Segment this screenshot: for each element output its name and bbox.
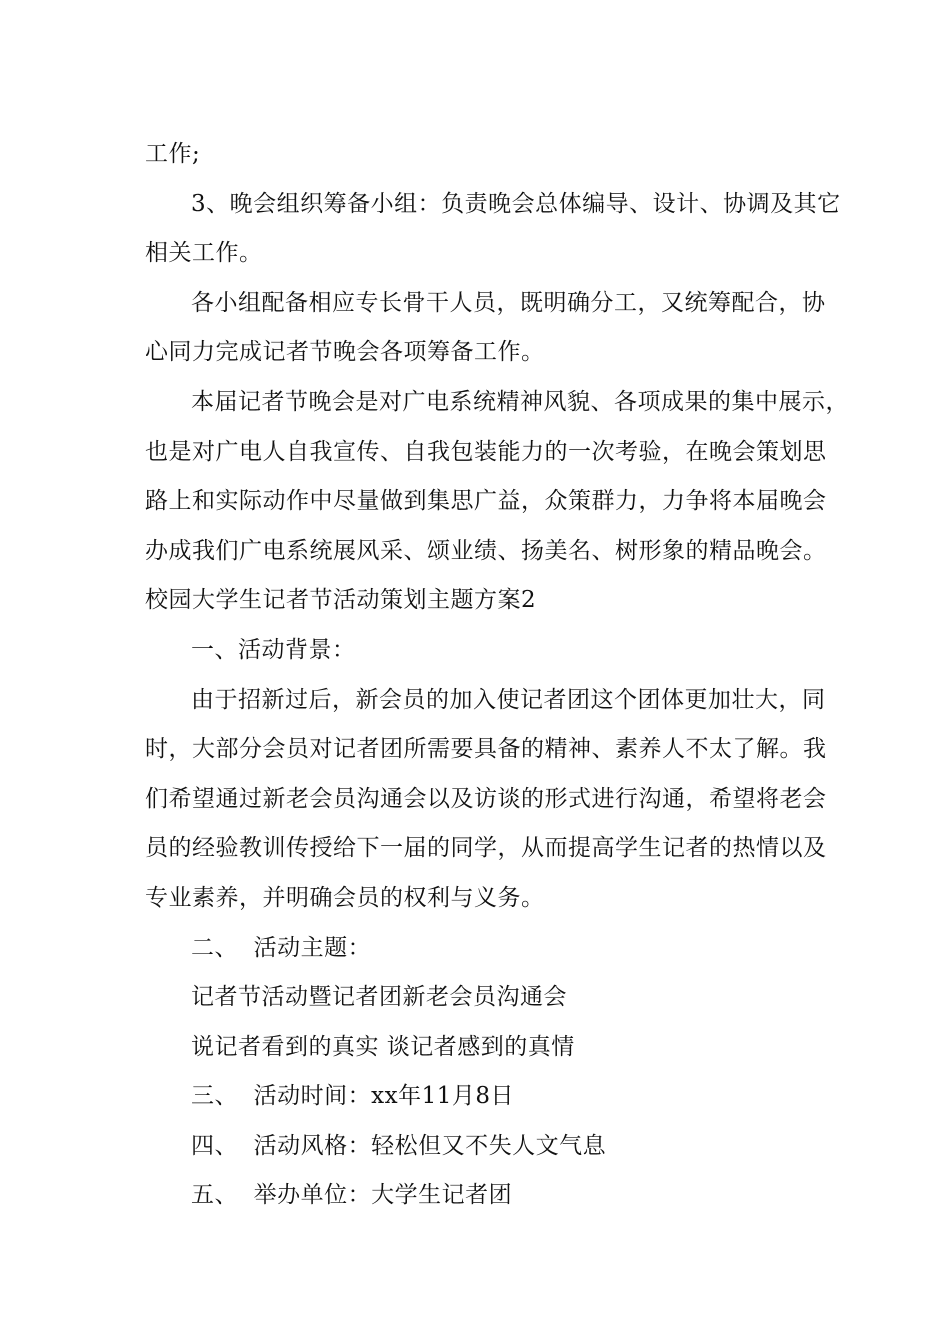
text-line: 相关工作。: [145, 240, 263, 267]
text-line: 记者节活动暨记者团新老会员沟通会: [191, 984, 567, 1011]
text-line: 路上和实际动作中尽量做到集思广益，众策群力，力争将本届晚会: [145, 488, 827, 515]
section-heading: 校园大学生记者节活动策划主题方案2: [145, 587, 537, 614]
text-line: 二、 活动主题：: [191, 934, 372, 961]
text-line: 四、 活动风格：轻松但又不失人文气息: [191, 1132, 607, 1159]
text-line: 工作;: [145, 141, 201, 167]
text-line: 办成我们广电系统展风采、颂业绩、扬美名、树形象的精品晚会。: [145, 537, 827, 564]
text-line: 心同力完成记者节晚会各项筹备工作。: [145, 339, 545, 366]
text-line: 各小组配备相应专长骨干人员，既明确分工，又统筹配合，协: [191, 289, 826, 316]
text-line: 五、 举办单位：大学生记者团: [191, 1182, 513, 1209]
document-body: [145, 130, 849, 1221]
text-line: 员的经验教训传授给下一届的同学，从而提高学生记者的热情以及: [145, 835, 827, 862]
text-line: 们希望通过新老会员沟通会以及访谈的形式进行沟通，希望将老会: [145, 785, 827, 812]
text-line: 由于招新过后，新会员的加入使记者团这个团体更加壮大，同: [191, 686, 826, 713]
text-line: 也是对广电人自我宣传、自我包装能力的一次考验，在晚会策划思: [145, 438, 827, 465]
text-line: 3、晚会组织筹备小组：负责晚会总体编导、设计、协调及其它: [191, 190, 841, 217]
text-line: 三、 活动时间：xx年11月8日: [191, 1083, 514, 1110]
text-line: 一、活动背景：: [191, 636, 356, 663]
text-line: 专业素养，并明确会员的权利与义务。: [145, 884, 545, 911]
text-line: 本届记者节晚会是对广电系统精神风貌、各项成果的集中展示，: [191, 388, 849, 415]
text-line: 时，大部分会员对记者团所需要具备的精神、素养人不太了解。我: [145, 736, 827, 763]
text-line: 说记者看到的真实 谈记者感到的真情: [191, 1033, 575, 1060]
